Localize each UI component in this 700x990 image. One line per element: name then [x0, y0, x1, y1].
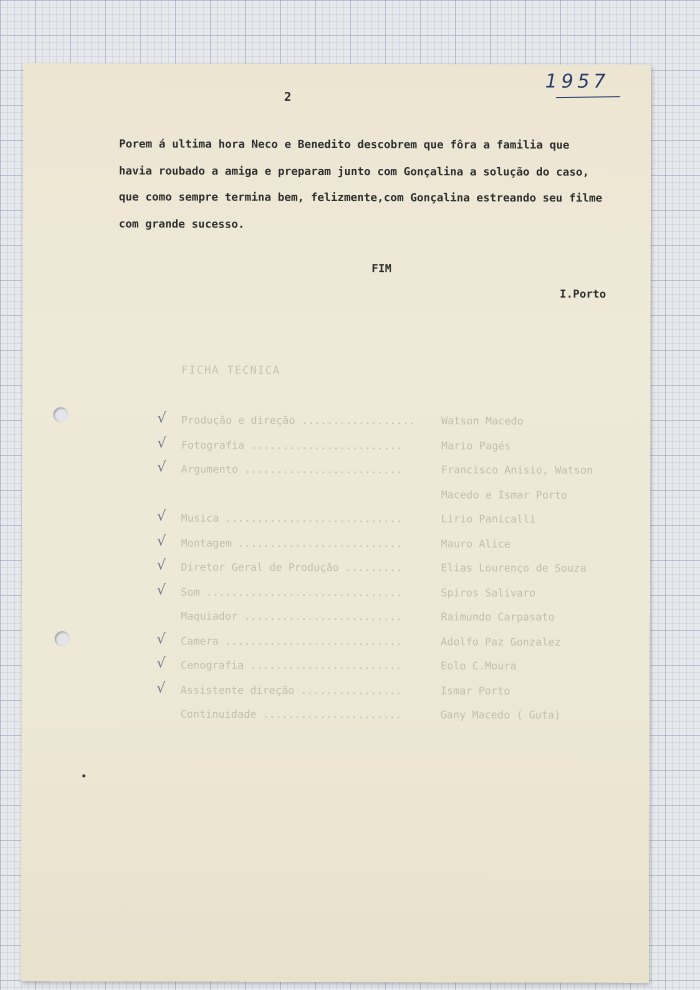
credit-role: Assistente direção ................: [180, 684, 402, 697]
pencil-check-icon: √: [157, 459, 167, 476]
credit-name: Mario Pagés: [441, 439, 511, 452]
credit-name: Elias Lourenço de Souza: [440, 562, 587, 575]
credit-line: [157, 458, 627, 484]
credit-line: [157, 482, 627, 508]
credit-name: Ismar Porto: [440, 684, 511, 697]
credit-name: Raimundo Carpasato: [440, 611, 555, 624]
pencil-check-icon: √: [156, 557, 166, 574]
synopsis-paragraph: [119, 131, 639, 238]
pencil-check-icon: √: [156, 582, 166, 599]
pencil-check-icon: √: [157, 410, 167, 427]
credit-role: Cenografia ........................: [180, 659, 402, 673]
paragraph-line: havia roubado a amiga e preparam junto com Gonçalina a solução do caso,: [118, 163, 590, 179]
credit-line: [157, 580, 627, 606]
paragraph-line: Porem á ultima hora Neco e Benedito descobrem que fôra a familia que: [118, 137, 570, 152]
credit-role: Musica ............................: [180, 512, 403, 526]
author-signature: I.Porto: [559, 287, 606, 301]
credit-role: Fotografia ........................: [181, 439, 403, 452]
punch-hole-top: [53, 407, 68, 422]
credit-line: [157, 629, 627, 655]
paragraph-line: que como sempre termina bem, felizmente,com Gonçalina estreando seu filme: [118, 190, 603, 205]
credit-role: Som ...............................: [180, 586, 403, 599]
credit-name: Eolo C.Moura: [440, 660, 517, 673]
ink-speck: [82, 774, 85, 777]
pencil-check-icon: √: [156, 631, 166, 648]
credit-line: [157, 433, 627, 459]
credit-role: Continuidade ......................: [180, 708, 402, 722]
credit-role: Argumento .........................: [181, 463, 403, 477]
credit-role: Produção e direção ..................: [181, 414, 416, 428]
credit-line: [156, 703, 626, 729]
credit-role: Camera ............................: [180, 635, 402, 648]
credit-line: [157, 531, 627, 557]
credit-name: Francisco Anisio, Watson: [441, 464, 593, 477]
credit-name: Mauro Alice: [440, 537, 511, 550]
credit-name: Macedo e Ismar Porto: [441, 488, 568, 502]
pencil-check-icon: √: [156, 655, 166, 672]
pencil-check-icon: √: [157, 435, 167, 452]
pencil-check-icon: √: [156, 680, 166, 697]
page-number: 2: [284, 89, 292, 104]
ficha-tecnica-title: FICHA TECNICA: [181, 363, 281, 377]
credit-name: Gany Macedo ( Guta): [440, 709, 561, 722]
punch-hole-bottom: [55, 631, 70, 646]
typed-page: [21, 63, 651, 983]
paragraph-line: com grande sucesso.: [118, 216, 245, 231]
credits-list: [156, 409, 627, 729]
handwritten-year: 1957: [545, 70, 610, 93]
credit-name: Spiros Salivaro: [440, 586, 536, 600]
credit-line: [157, 507, 627, 533]
year-underline: [556, 96, 620, 98]
credit-name: Watson Macedo: [441, 415, 524, 428]
credit-line: [157, 654, 627, 680]
end-mark: FIM: [371, 262, 392, 276]
credit-name: Adolfo Paz Gonzalez: [440, 635, 561, 649]
credit-name: Lirio Panicalli: [440, 513, 536, 526]
credit-line: [157, 605, 627, 631]
credit-role: Montagem ..........................: [180, 537, 403, 550]
credit-role: Maquiador .........................: [180, 610, 403, 624]
pencil-check-icon: √: [156, 508, 166, 525]
credit-role: Diretor Geral de Produção .........: [180, 561, 403, 575]
credit-line: [157, 678, 627, 704]
pencil-check-icon: √: [156, 533, 166, 550]
credit-line: [157, 556, 627, 582]
credit-line: [157, 409, 627, 435]
